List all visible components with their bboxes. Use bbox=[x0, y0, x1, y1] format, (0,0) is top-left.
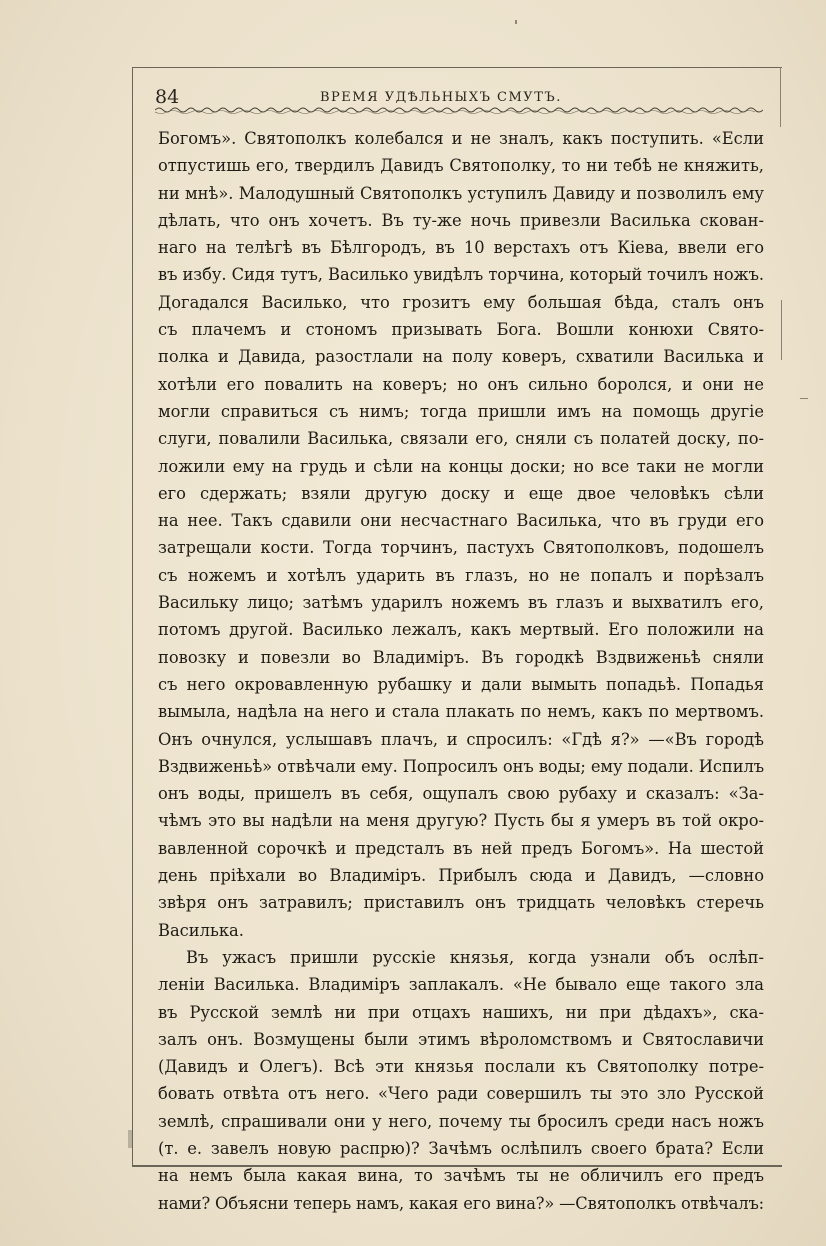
text-line: ни мнѣ». Малодушный Святополкъ уступилъ Давиду и позволилъ ему bbox=[158, 183, 764, 203]
text-line: вавленной сорочкѣ и предсталъ въ ней предъ Богомъ». На шестой bbox=[158, 838, 764, 858]
text-line: съ ножемъ и хотѣлъ ударить въ глазъ, но не попалъ и порѣзалъ bbox=[158, 565, 764, 585]
running-title: ВРЕМЯ УДѢЛЬНЫХЪ СМУТЪ. bbox=[320, 90, 562, 105]
scan-scratch bbox=[128, 1130, 132, 1148]
text-line: звѣря онъ затравилъ; приставилъ онъ тридцать человѣкъ стеречь bbox=[158, 893, 764, 913]
page-frame-top-rule bbox=[132, 67, 782, 68]
text-line: затрещали кости. Тогда торчинъ, пастухъ Святополковъ, подошелъ bbox=[158, 538, 764, 558]
text-line: съ плачемъ и стономъ призывать Бога. Вошли конюхи Свято- bbox=[158, 320, 764, 340]
margin-tick-mark bbox=[800, 398, 808, 399]
text-line: Васильку лицо; затѣмъ ударилъ ножемъ въ глазъ и выхватилъ его, bbox=[158, 593, 764, 613]
text-line: нами? Объясни теперь намъ, какая его вина?» —Святополкъ отвѣчалъ: bbox=[158, 1193, 764, 1213]
text-line: Богомъ». Святополкъ колебался и не зналъ, какъ поступить. «Если bbox=[158, 129, 764, 148]
page-frame-right-rule bbox=[780, 67, 781, 127]
body-text bbox=[158, 125, 764, 1217]
text-line: Вздвиженьѣ» отвѣчали ему. Попросилъ онъ воды; ему подали. Испилъ bbox=[158, 756, 764, 776]
text-line: вымыла, надѣла на него и стала плакать по немъ, какъ по мертвомъ. bbox=[158, 702, 764, 722]
text-line: наго на телѣгѣ въ Бѣлгородъ, въ 10 верстахъ отъ Кіева, ввели его bbox=[158, 238, 764, 258]
text-line-paragraph-start: Въ ужасъ пришли русскіе князья, когда узнали объ ослѣп- bbox=[186, 947, 764, 967]
text-line: слуги, повалили Василька, связали его, сняли съ полатей доску, по- bbox=[158, 429, 764, 449]
text-line: полка и Давида, разостлали на полу коверъ, схватили Василька и bbox=[158, 347, 764, 367]
text-line: залъ онъ. Возмущены были этимъ вѣроломствомъ и Святославичи bbox=[158, 1029, 764, 1049]
text-line: на нее. Такъ сдавили они несчастнаго Василька, что въ груди его bbox=[158, 511, 764, 531]
text-line: на немъ была какая вина, то зачѣмъ ты не обличилъ его предъ bbox=[158, 1166, 764, 1186]
scan-speck bbox=[515, 20, 517, 24]
text-line: дѣлать, что онъ хочетъ. Въ ту-же ночь привезли Василька скован- bbox=[158, 210, 764, 230]
text-line: могли справиться съ нимъ; тогда пришли имъ на помощь другіе bbox=[158, 401, 764, 421]
text-line: Догадался Василько, что грозитъ ему большая бѣда, сталъ онъ bbox=[158, 292, 764, 312]
text-line: землѣ, спрашивали они у него, почему ты бросилъ среди насъ ножъ bbox=[158, 1111, 764, 1131]
text-line: Онъ очнулся, услышавъ плачъ, и спросилъ: «Гдѣ я?» —«Въ городѣ bbox=[158, 729, 764, 749]
text-line: хотѣли его повалить на коверъ; но онъ сильно боролся, и они не bbox=[158, 374, 764, 394]
text-line: потомъ другой. Василько лежалъ, какъ мертвый. Его положили на bbox=[158, 620, 764, 640]
text-line: (т. е. завелъ новую распрю)? Зачѣмъ ослѣпилъ своего брата? Если bbox=[158, 1138, 764, 1158]
page-number: 84 bbox=[155, 86, 180, 108]
text-line: бовать отвѣта отъ него. «Чего ради совершилъ ты это зло Русской bbox=[158, 1084, 764, 1104]
text-line: чѣмъ это вы надѣли на меня другую? Пусть бы я умеръ въ той окро- bbox=[158, 811, 764, 831]
text-line: въ Русской землѣ ни при отцахъ нашихъ, ни при дѣдахъ», ска- bbox=[158, 1002, 764, 1022]
text-line-paragraph-end: Василька. bbox=[158, 920, 244, 940]
text-line: отпустишь его, твердилъ Давидъ Святополку, то ни тебѣ не княжить, bbox=[158, 156, 764, 176]
text-line: съ него окровавленную рубашку и дали вымыть попадьѣ. Попадья bbox=[158, 674, 764, 694]
text-line: день пріѣхали во Владиміръ. Прибылъ сюда и Давидъ, —словно bbox=[158, 866, 764, 886]
page-frame-left-rule bbox=[132, 67, 133, 1165]
wavy-ornament-rule bbox=[155, 104, 763, 116]
text-line: его сдержать; взяли другую доску и еще двое человѣкъ сѣли bbox=[158, 483, 764, 503]
text-line: леніи Василька. Владиміръ заплакалъ. «Не бывало еще такого зла bbox=[158, 975, 764, 995]
page-frame-right-rule-fragment bbox=[781, 300, 782, 360]
text-line: ложили ему на грудь и сѣли на концы доски; но все таки не могли bbox=[158, 456, 764, 476]
text-line: повозку и повезли во Владиміръ. Въ городкѣ Вздвиженьѣ сняли bbox=[158, 647, 764, 667]
text-line: (Давидъ и Олегъ). Всѣ эти князья послали къ Святополку потре- bbox=[158, 1057, 764, 1077]
text-line: онъ воды, пришелъ въ себя, ощупалъ свою рубаху и сказалъ: «За- bbox=[158, 784, 764, 804]
text-line: въ избу. Сидя тутъ, Василько увидѣлъ торчина, который точилъ ножъ. bbox=[158, 265, 764, 285]
